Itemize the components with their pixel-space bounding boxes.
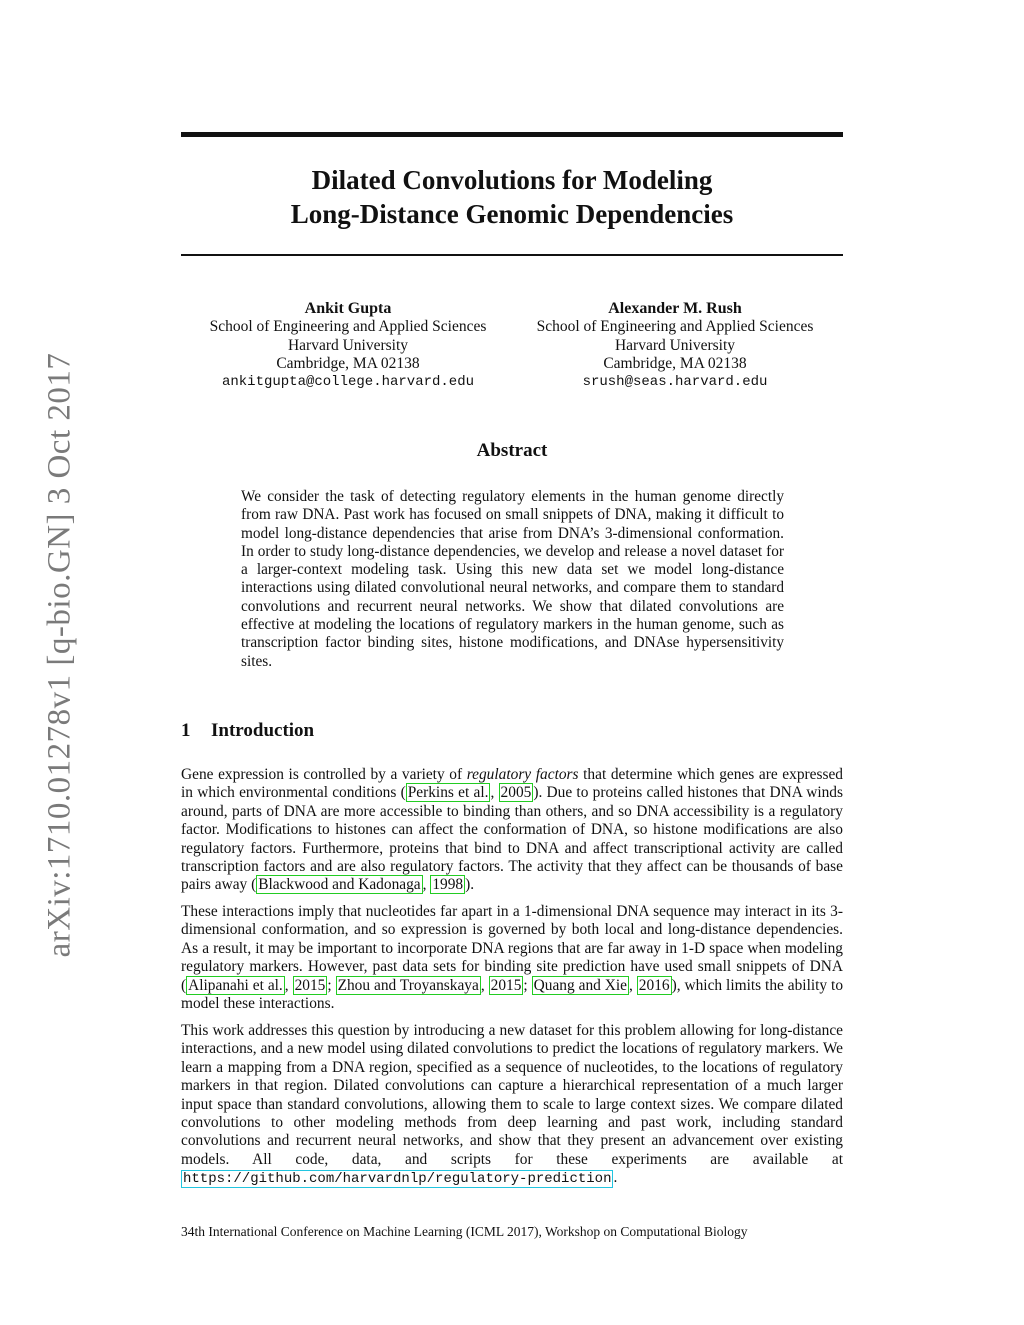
citation-separator: ; — [327, 976, 336, 994]
title-line-1: Dilated Convolutions for Modeling — [311, 165, 713, 195]
citation-link[interactable]: Perkins et al. — [407, 784, 489, 802]
citation-separator: ; — [523, 976, 532, 994]
abstract-text: We consider the task of detecting regulatory elements in the human genome directly from raw DNA. Past work has focused on small snippets of DNA, making it difficult to model long-distance dependencies that arise from DNA’s 3-dimensional conformation. In order to study long-distance dependencies, we develop and release a novel dataset for a larger-context modeling task. Using this new data set we model long-distance interactions using dilated convolutional neural networks, and compare them to standard convolutions and recurrent neural networks. We show that dilated convolutions are effective at modeling the locations of regulatory markers in the human genome, such as transcription factor binding sites, histone modifications, and DNAse hypersensitivity sites. — [241, 488, 784, 670]
author-location: Cambridge, MA 02138 — [276, 354, 420, 372]
title-bottom-rule — [181, 254, 843, 256]
intro-paragraph-3 — [181, 1022, 843, 1189]
citation-link[interactable]: 2015 — [294, 976, 326, 994]
author-name: Alexander M. Rush — [608, 300, 742, 317]
author-school: School of Engineering and Applied Sciences — [536, 318, 814, 336]
citation-link[interactable]: Blackwood and Kadonaga — [258, 876, 421, 894]
text-run: ). — [465, 876, 475, 894]
author-block-2 — [515, 300, 835, 391]
abstract-heading: Abstract — [476, 440, 548, 461]
citation-link[interactable]: Zhou and Troyanskaya — [337, 976, 479, 994]
text-run: . — [613, 1169, 618, 1187]
emphasis-text: regulatory factors — [466, 766, 579, 783]
text-run: Gene expression is controlled by a variety of — [181, 766, 467, 783]
author-email: ankitgupta@college.harvard.edu — [221, 374, 475, 391]
text-run: This work addresses this question by introducing a new dataset for this problem allowing for long-distance interactions, and a new model using dilated convolutions to predict the locations of regulatory markers. We learn a mapping from a DNA region, specified as a sequence of nucleotides, to the locations of regulatory markers in that region. Dilated convolutions can capture a hierarchical representation of a much larger input space than standard convolutions, allowing them to scale to large context sizes. We compare dilated convolutions to other modeling methods from deep learning and past work, including standard convolutions and recurrent neural networks, and show that they present an advancement over existing models. All code, data, and scripts for these experiments are available at — [181, 1022, 843, 1168]
citation-link[interactable]: Quang and Xie — [533, 976, 627, 994]
venue-footnote: 34th International Conference on Machine Learning (ICML 2017), Workshop on Computational Biology — [181, 1224, 748, 1239]
citation-separator: , — [422, 876, 431, 894]
author-block-1 — [188, 300, 508, 391]
citation-link[interactable]: 1998 — [432, 876, 464, 894]
citation-separator: , — [284, 976, 293, 994]
author-location: Cambridge, MA 02138 — [603, 354, 747, 372]
author-email: srush@seas.harvard.edu — [582, 374, 768, 391]
citation-link[interactable]: 2005 — [500, 784, 532, 802]
citation-link[interactable]: Alipanahi et al. — [188, 976, 283, 994]
text-run: These interactions imply that nucleotides far apart in a 1-dimensional DNA sequence may interact in its 3-dimensional conformation, and so expression is governed by both local and long-distance dependencies. As a result, it may be important to incorporate DNA regions that are far away in 1-D space when modeling regulatory markers. However, past data sets for binding site prediction have used small snippets of DNA ( — [181, 903, 843, 994]
github-url-link[interactable]: https://github.com/harvardnlp/regulatory-prediction — [183, 1171, 612, 1188]
title-line-2: Long-Distance Genomic Dependencies — [290, 199, 734, 229]
paper-title — [181, 163, 843, 231]
title-top-rule — [181, 132, 843, 137]
citation-link[interactable]: 2015 — [490, 976, 522, 994]
citation-separator: , — [629, 976, 637, 994]
intro-paragraph-1 — [181, 766, 843, 895]
text-run: ), which limits the ability to model these interactions. — [181, 976, 844, 1013]
author-school: School of Engineering and Applied Sciences — [209, 318, 487, 336]
author-university: Harvard University — [614, 336, 736, 354]
citation-link[interactable]: 2016 — [638, 976, 670, 994]
text-run: that determine which genes are expressed in which environmental conditions ( — [181, 766, 843, 802]
author-name: Ankit Gupta — [304, 300, 392, 317]
intro-paragraph-2 — [181, 903, 843, 1013]
arxiv-identifier: arXiv:1710.01278v1 [q-bio.GN] 3 Oct 2017 — [41, 352, 78, 958]
author-university: Harvard University — [287, 336, 409, 354]
section-heading-introduction — [181, 720, 314, 742]
section-number: 1 — [181, 720, 191, 741]
section-title: Introduction — [211, 720, 315, 741]
citation-separator: , — [490, 784, 499, 802]
citation-separator: , — [480, 976, 489, 994]
text-run: ). Due to proteins called histones that DNA winds around, parts of DNA are more accessible to binding than others, and so DNA accessibility is a regulatory factor. Modifications to histones can affect the conformation of DNA, so histone modifications are also regulatory factors. Furthermore, proteins that bind to DNA and affect transcriptional activity are called transcription factors and are also regulatory factors. The activity that they affect can be thousands of base pairs away ( — [181, 784, 843, 894]
